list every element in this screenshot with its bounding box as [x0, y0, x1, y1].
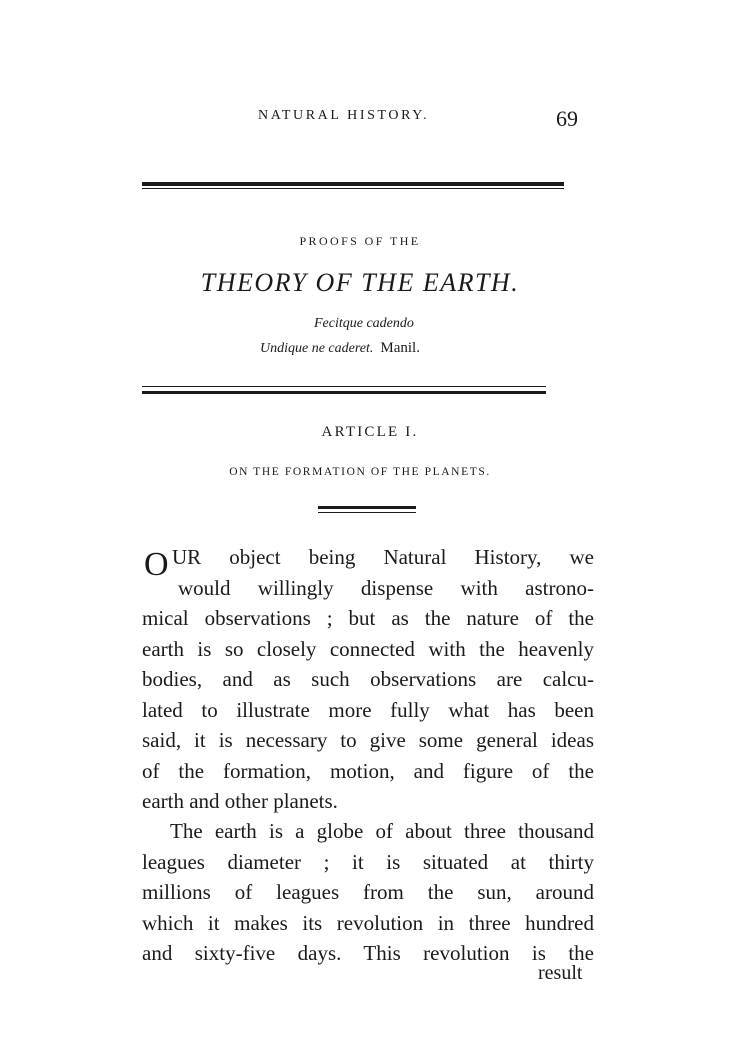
text-line: and sixty-five days. This revolution is the — [142, 941, 594, 965]
drop-cap: O — [144, 546, 169, 583]
running-head: NATURAL HISTORY. — [258, 108, 430, 123]
text-line: UR object being Natural History, we — [172, 545, 594, 569]
text-line: The earth is a globe of about three thousand — [170, 819, 594, 843]
ornament-rule-thin — [318, 512, 416, 513]
text-line: earth is so closely connected with the heavenly — [142, 636, 594, 661]
epigraph-source: Manil. — [380, 340, 420, 356]
text-line: millions of leagues from the sun, around — [142, 880, 594, 904]
epigraph-line-2 — [260, 340, 420, 357]
article-title: ARTICLE I. — [321, 424, 419, 440]
page-number: 69 — [556, 106, 578, 131]
catchword: result — [538, 962, 583, 984]
text-line: lated to illustrate more fully what has been — [142, 697, 594, 722]
epigraph-latin: Undique ne caderet. — [260, 341, 374, 356]
header-rule-thin — [142, 188, 564, 189]
paragraph-1 — [142, 542, 594, 817]
epigraph-line-1: Fecitque cadendo — [314, 316, 414, 331]
article-subtitle: ON THE FORMATION OF THE PLANETS. — [229, 466, 491, 478]
section-title: THEORY OF THE EARTH. — [200, 268, 520, 297]
paragraph-2 — [142, 816, 594, 969]
header-rule-thick — [142, 182, 564, 186]
text-line: which it makes its revolution in three hundred — [142, 910, 594, 935]
text-line: bodies, and as such observations are calcu- — [142, 667, 594, 691]
section-rule-thick — [142, 391, 546, 394]
text-line: would willingly dispense with astrono- — [178, 575, 594, 600]
text-line: earth and other planets. — [142, 789, 338, 813]
text-line: said, it is necessary to give some general ideas — [142, 728, 594, 752]
text-line: mical observations ; but as the nature of the — [142, 606, 594, 630]
section-kicker: PROOFS OF THE — [299, 234, 421, 248]
text-line: of the formation, motion, and figure of the — [142, 758, 594, 783]
ornament-rule-thick — [318, 506, 416, 509]
section-rule-thin — [142, 386, 546, 387]
text-line: leagues diameter ; it is situated at thirty — [142, 849, 594, 874]
